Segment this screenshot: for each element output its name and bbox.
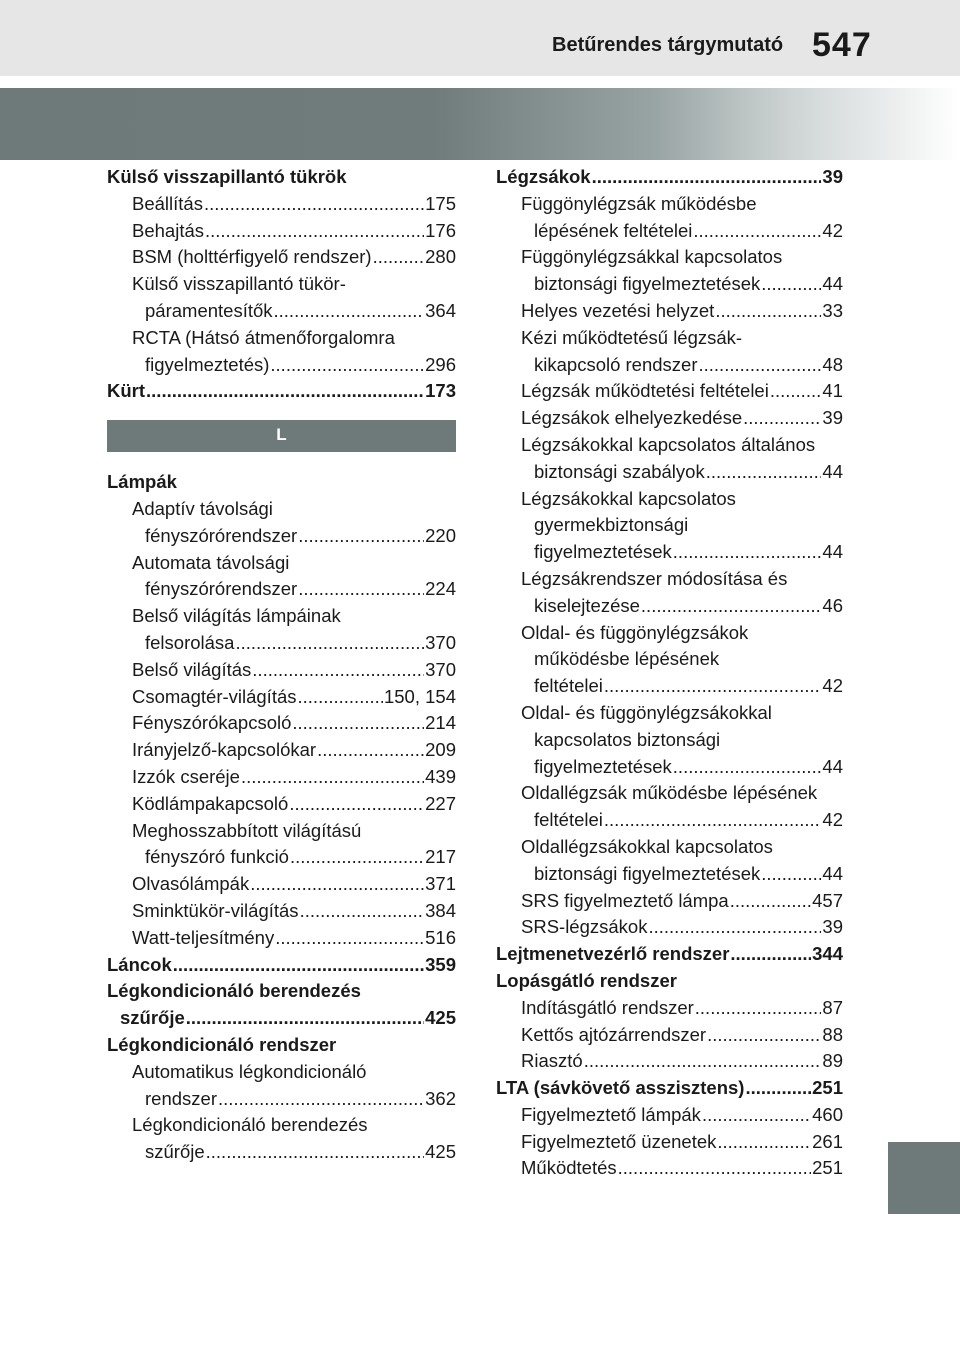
index-term: felsorolása: [145, 631, 235, 653]
dot-leader: [706, 459, 822, 486]
page-reference: 88: [822, 1023, 843, 1045]
index-term: Kettős ajtózárrendszer: [521, 1023, 707, 1045]
index-term: Oldal- és függönylégzsákok: [521, 621, 749, 643]
index-entry: [496, 754, 843, 781]
index-entry: [107, 1139, 456, 1166]
dot-leader: [715, 298, 821, 325]
index-entry: [107, 898, 456, 925]
index-entry: [496, 486, 843, 513]
index-term: gyermekbiztonsági: [534, 514, 689, 536]
index-term: figyelmeztetés): [145, 353, 270, 375]
dot-leader: [695, 995, 822, 1022]
index-entry: [496, 164, 843, 191]
dot-leader: [218, 1086, 424, 1113]
index-entry: [107, 710, 456, 737]
index-entry: [496, 325, 843, 352]
index-entry: [107, 271, 456, 298]
page-reference: 89: [822, 1050, 843, 1072]
index-entry: [496, 1129, 843, 1156]
page-reference: 39: [822, 407, 843, 429]
page-reference: 362: [425, 1087, 456, 1109]
dot-leader: [648, 914, 821, 941]
index-entries-l: [107, 469, 456, 1166]
dot-leader: [730, 888, 811, 915]
index-term: páramentesítők: [145, 299, 273, 321]
index-term: Automata távolsági: [132, 551, 290, 573]
index-entry: [496, 1022, 843, 1049]
index-term: figyelmeztetések: [534, 541, 672, 563]
index-term: Belső világítás lámpáinak: [132, 605, 341, 627]
index-term: működésbe lépésének: [534, 648, 720, 670]
page-reference: 33: [822, 299, 843, 321]
index-entry: [496, 673, 843, 700]
index-entry: [496, 512, 843, 539]
index-term: Függönylégzsákkal kapcsolatos: [521, 246, 783, 268]
index-term: Oldallégzsák működésbe lépésének: [521, 782, 818, 804]
index-entry: [107, 576, 456, 603]
page-title: Betűrendes tárgymutató: [552, 34, 784, 56]
index-entry: [107, 844, 456, 871]
index-column-left: [107, 164, 456, 1166]
dot-leader: [317, 737, 424, 764]
index-term: Figyelmeztető üzenetek: [521, 1130, 717, 1152]
index-term: Csomagtér-világítás: [132, 685, 297, 707]
page-reference: 87: [822, 996, 843, 1018]
index-entry: [496, 968, 843, 995]
section-side-tab: [888, 1142, 960, 1214]
index-term: rendszer: [145, 1087, 217, 1109]
dot-leader: [693, 218, 821, 245]
page-reference: 175: [425, 192, 456, 214]
index-entry: [107, 191, 456, 218]
index-entry: [496, 405, 843, 432]
index-entry: [496, 807, 843, 834]
page-reference: 261: [812, 1130, 843, 1152]
index-term: Lejtmenetvezérlő rendszer: [496, 943, 730, 965]
index-entry: [496, 191, 843, 218]
index-term: Légzsákok elhelyezkedése: [521, 407, 743, 429]
index-entry: [496, 378, 843, 405]
page-reference: 371: [425, 873, 456, 895]
dot-leader: [699, 352, 822, 379]
index-term: SRS-légzsákok: [521, 916, 648, 938]
index-entry: [496, 539, 843, 566]
index-entry: [107, 523, 456, 550]
index-entry: [496, 593, 843, 620]
page-reference: 516: [425, 926, 456, 948]
index-term: Meghosszabbított világítású: [132, 819, 362, 841]
dot-leader: [702, 1102, 811, 1129]
page-reference: 460: [812, 1103, 843, 1125]
page-reference: 39: [822, 166, 843, 187]
index-entry: [107, 791, 456, 818]
page-reference: 39: [822, 916, 843, 938]
page-reference: 224: [425, 578, 456, 600]
page-number: 547: [812, 26, 872, 64]
index-term: Adaptív távolsági: [132, 497, 273, 519]
index-term: Légkondicionáló berendezés: [107, 980, 361, 1002]
index-term: RCTA (Hátsó átmenőforgalomra: [132, 326, 395, 348]
index-entry: [107, 352, 456, 379]
index-term: Légkondicionáló rendszer: [107, 1033, 337, 1055]
page-reference: 214: [425, 712, 456, 734]
page-reference: 296: [425, 353, 456, 375]
index-term: Helyes vezetési helyzet: [521, 299, 715, 321]
index-term: Oldallégzsákokkal kapcsolatos: [521, 835, 773, 857]
index-term: fényszórórendszer: [145, 524, 298, 546]
index-entry: [496, 727, 843, 754]
page-reference: 44: [822, 862, 843, 884]
dot-leader: [730, 941, 811, 968]
index-term: Külső visszapillantó tükrök: [107, 166, 347, 187]
page-reference: 44: [822, 273, 843, 295]
page-reference: 370: [425, 631, 456, 653]
index-entry: [107, 496, 456, 523]
index-entry: [496, 700, 843, 727]
index-term: Oldal- és függönylégzsákokkal: [521, 701, 772, 723]
dot-leader: [241, 764, 424, 791]
page-reference: 173: [425, 380, 456, 402]
index-entry: [496, 1102, 843, 1129]
dot-leader: [270, 352, 424, 379]
index-term: Watt-teljesítmény: [132, 926, 275, 948]
index-term: Működtetés: [521, 1157, 617, 1179]
dot-leader: [146, 378, 424, 405]
index-term: Irányjelző-kapcsolókar: [132, 739, 317, 761]
page-reference: 217: [425, 846, 456, 868]
index-entry: [107, 818, 456, 845]
page-reference: 370: [425, 658, 456, 680]
index-entry: [107, 550, 456, 577]
page-reference: 439: [425, 765, 456, 787]
index-entry: [496, 941, 843, 968]
index-term: szűrője: [120, 1007, 185, 1029]
page-reference: 280: [425, 246, 456, 268]
page-reference: 41: [822, 380, 843, 402]
index-term: Légkondicionáló berendezés: [132, 1114, 368, 1136]
index-entry: [107, 218, 456, 245]
index-term: Lopásgátló rendszer: [496, 969, 677, 991]
index-term: kiselejtezése: [534, 594, 640, 616]
index-entry: [496, 620, 843, 647]
page-reference: 150, 154: [383, 685, 456, 707]
index-entry: [496, 1155, 843, 1182]
index-term: lépésének feltételei: [534, 219, 693, 241]
index-term: fényszóró funkció: [145, 846, 289, 868]
dot-leader: [173, 952, 424, 979]
dot-leader: [205, 218, 424, 245]
page-reference: 42: [822, 809, 843, 831]
page-reference: 364: [425, 299, 456, 321]
dot-leader: [584, 1048, 822, 1075]
dot-leader: [761, 861, 821, 888]
index-term: Kézi működtetésű légzsák-: [521, 326, 743, 348]
dot-leader: [290, 844, 424, 871]
index-entry: [496, 995, 843, 1022]
index-entry: [496, 861, 843, 888]
index-term: biztonsági figyelmeztetések: [534, 273, 761, 295]
dot-leader: [673, 539, 822, 566]
index-term: Sminktükör-világítás: [132, 899, 299, 921]
index-entry: [107, 378, 456, 405]
dot-leader: [204, 191, 424, 218]
index-term: BSM (holttérfigyelő rendszer): [132, 246, 372, 268]
dot-leader: [618, 1155, 811, 1182]
index-term: szűrője: [145, 1141, 205, 1163]
dot-leader: [250, 871, 424, 898]
index-term: Lámpák: [107, 471, 177, 493]
index-entry: [107, 1086, 456, 1113]
index-entry: [496, 1048, 843, 1075]
dot-leader: [745, 1075, 811, 1102]
dot-leader: [717, 1129, 811, 1156]
index-entry: [107, 657, 456, 684]
index-entry: [496, 914, 843, 941]
index-entry: [107, 925, 456, 952]
page-reference: 227: [425, 792, 456, 814]
index-entry: [496, 566, 843, 593]
page-reference: 46: [822, 594, 843, 616]
page-reference: 176: [425, 219, 456, 241]
index-term: kapcsolatos biztonsági: [534, 728, 721, 750]
index-term: Automatikus légkondicionáló: [132, 1060, 367, 1082]
index-term: Belső világítás: [132, 658, 252, 680]
index-term: Behajtás: [132, 219, 204, 241]
index-term: feltételei: [534, 809, 603, 831]
index-term: Külső visszapillantó tükör-: [132, 273, 346, 295]
dot-leader: [707, 1022, 821, 1049]
index-entry: [107, 1005, 456, 1032]
index-term: Figyelmeztető lámpák: [521, 1103, 701, 1125]
index-term: Fényszórókapcsoló: [132, 712, 292, 734]
index-entry: [107, 764, 456, 791]
index-entry: [107, 871, 456, 898]
index-entry: [107, 298, 456, 325]
page-reference: 44: [822, 541, 843, 563]
page-reference: 220: [425, 524, 456, 546]
index-term: Láncok: [107, 953, 172, 975]
index-column-right: [496, 164, 843, 1182]
dot-leader: [274, 298, 425, 325]
page-reference: 425: [425, 1007, 456, 1029]
dot-leader: [373, 244, 425, 271]
index-term: Légzsákokkal kapcsolatos: [521, 487, 736, 509]
index-entry: [107, 325, 456, 352]
index-term: Légzsák működtetési feltételei: [521, 380, 769, 402]
index-entry: [107, 978, 456, 1005]
index-entry: [107, 1032, 456, 1059]
index-entry: [107, 1112, 456, 1139]
index-entry: [496, 244, 843, 271]
index-term: LTA (sávkövető asszisztens): [496, 1077, 745, 1099]
dot-leader: [235, 630, 424, 657]
page-reference: 42: [822, 675, 843, 697]
dot-leader: [300, 898, 425, 925]
dot-leader: [292, 710, 424, 737]
index-entry: [496, 218, 843, 245]
index-entry: [496, 834, 843, 861]
dot-leader: [673, 754, 822, 781]
index-entry: [107, 469, 456, 496]
page-reference: 44: [822, 460, 843, 482]
index-entry: [107, 684, 456, 711]
index-entry: [107, 737, 456, 764]
dot-leader: [298, 576, 424, 603]
index-term: figyelmeztetések: [534, 755, 672, 777]
index-term: Függönylégzsák működésbe: [521, 192, 757, 214]
index-entry: [496, 1075, 843, 1102]
page-reference: 425: [425, 1141, 456, 1163]
index-term: biztonsági szabályok: [534, 460, 705, 482]
index-term: Ködlámpakapcsoló: [132, 792, 289, 814]
page-reference: 44: [822, 755, 843, 777]
index-term: Kürt: [107, 380, 146, 402]
dot-leader: [186, 1005, 424, 1032]
dot-leader: [770, 378, 822, 405]
header-gradient-bar: [0, 88, 960, 160]
index-entry: [107, 630, 456, 657]
dot-leader: [289, 791, 424, 818]
index-entry: [107, 164, 456, 191]
index-entry: [107, 603, 456, 630]
index-entry: [496, 780, 843, 807]
page-reference: 344: [812, 943, 843, 965]
index-term: Beállítás: [132, 192, 203, 214]
dot-leader: [761, 271, 821, 298]
dot-leader: [604, 807, 822, 834]
dot-leader: [298, 523, 424, 550]
index-entry: [496, 646, 843, 673]
dot-leader: [206, 1139, 424, 1166]
index-term: Légzsákrendszer módosítása és: [521, 567, 788, 589]
page-reference: 359: [425, 953, 456, 975]
index-entries-k: [107, 164, 456, 405]
section-letter-bar: L: [107, 420, 456, 452]
index-entry: [496, 298, 843, 325]
index-entry: [496, 352, 843, 379]
dot-leader: [641, 593, 822, 620]
index-term: Légzsákokkal kapcsolatos általános: [521, 433, 816, 455]
index-entry: [496, 432, 843, 459]
page-reference: 48: [822, 353, 843, 375]
page-reference: 457: [812, 889, 843, 911]
dot-leader: [298, 684, 383, 711]
index-entry: [107, 1059, 456, 1086]
dot-leader: [604, 673, 822, 700]
index-entry: [496, 459, 843, 486]
dot-leader: [252, 657, 424, 684]
index-entry: [496, 271, 843, 298]
index-entry: [107, 952, 456, 979]
index-entry: [496, 888, 843, 915]
index-entry: [107, 244, 456, 271]
index-term: feltételei: [534, 675, 603, 697]
page-reference: 209: [425, 739, 456, 761]
index-term: SRS figyelmeztető lámpa: [521, 889, 729, 911]
dot-leader: [592, 164, 822, 191]
dot-leader: [743, 405, 821, 432]
index-term: Izzók cseréje: [132, 765, 240, 787]
page-reference: 251: [812, 1077, 843, 1099]
index-term: fényszórórendszer: [145, 578, 298, 600]
page-reference: 384: [425, 899, 456, 921]
index-term: kikapcsoló rendszer: [534, 353, 698, 375]
index-term: Olvasólámpák: [132, 873, 250, 895]
index-term: biztonsági figyelmeztetések: [534, 862, 761, 884]
index-term: Légzsákok: [496, 166, 591, 187]
index-entries-right: [496, 164, 843, 1182]
index-term: Indításgátló rendszer: [521, 996, 694, 1018]
page-reference: 42: [822, 219, 843, 241]
index-term: Riasztó: [521, 1050, 583, 1072]
dot-leader: [275, 925, 424, 952]
page-reference: 251: [812, 1157, 843, 1179]
